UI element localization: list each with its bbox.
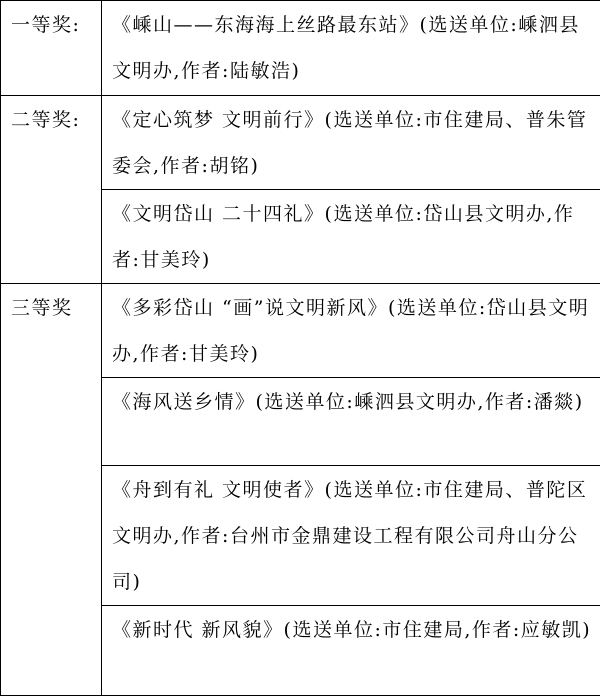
award-work-entry: 《多彩岱山 “画”说文明新风》(选送单位:岱山县文明办,作者:甘美玲) [102,284,600,378]
award-work-entry: 《海风送乡情》(选送单位:嵊泗县文明办,作者:潘燚) [102,378,600,466]
award-work-entry: 《嵊山——东海海上丝路最东站》(选送单位:嵊泗县文明办,作者:陆敏浩) [102,1,600,96]
award-work-entry: 《新时代 新风貌》(选送单位:市住建局,作者:应敏凯) [102,606,600,696]
award-level-second: 二等奖: [1,96,102,284]
table-row [1,284,600,378]
award-work-entry: 《文明岱山 二十四礼》(选送单位:岱山县文明办,作者:甘美玲) [102,190,600,284]
award-work-entry: 《定心筑梦 文明前行》(选送单位:市住建局、普朱管委会,作者:胡铭) [102,96,600,190]
award-level-first: 一等奖: [1,1,102,96]
award-level-third: 三等奖 [1,284,102,696]
award-work-entry: 《舟到有礼 文明使者》(选送单位:市住建局、普陀区文明办,作者:台州市金鼎建设工程有限公司舟山分公司) [102,466,600,606]
table-row [1,96,600,190]
table-row [1,1,600,96]
